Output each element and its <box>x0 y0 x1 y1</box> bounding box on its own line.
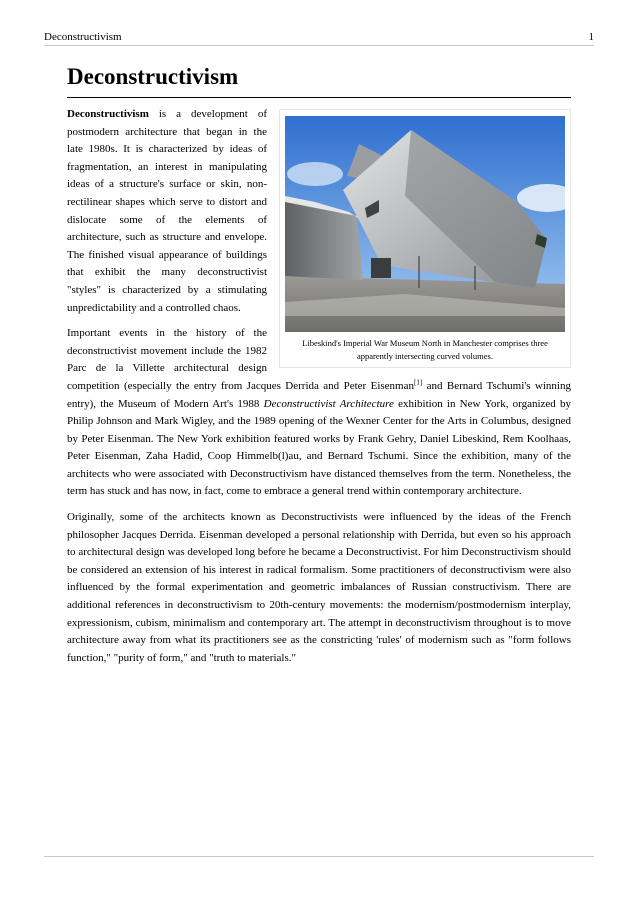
paragraph-intro-text: is a development of postmodern architecture that began in the late 1980s. It is characterized by ideas of fragmentation, an interest in manipulating ideas of a structure's surface or skin, non-rectilinear shapes which serve to distort and dislocate some of the elements of architecture, such as structure and envelope. The finished visual appearance of buildings that exhibit the many deconstructivist "styles" is characterized by a stimulating unpredictability and a controlled chaos. <box>67 108 267 314</box>
paragraph-history-text-c: exhibition in New York, organized by Philip Johnson and Mark Wigley, and the 1989 opening of the Wexner Center for the Arts in Columbus, designed by Peter Eisenman. The New York exhibition featured works by Frank Gehry, Daniel Libeskind, Rem Koolhaas, Peter Eisenman, Zaha Hadid, Coop Himmelb(l)au, and Bernard Tschumi. Since the exhibition, many of the architects who were associated with Deconstructivism have distanced themselves from the term. Nonetheless, the term has stuck and has now, in fact, come to embrace a general trend within contemporary architecture. <box>67 397 572 498</box>
photo-cloud <box>287 162 343 186</box>
figure-thumbnail[interactable] <box>279 109 571 368</box>
paragraph-influences: Originally, some of the architects known as Deconstructivists were influenced by the ideas of the French philosopher Jacques Derrida. Eisenman developed a personal relationship with Derrida, but even so his approach to architectural design was developed long before he became a Deconstructivist. For him Deconstructivism should be considered an extension of his interest in radical formalism. Some practitioners of deconstructivism were also influenced by the formal experimentation and geometric imbalances of Russian constructivism. There are additional references in deconstructivism to 20th-century movements: the modernism/postmodernism interplay, expressionism, cubism, minimalism and contemporary art. The attempt in deconstructivism throughout is to move architecture away from what its practitioners see as the constricting 'rules' of modernism such as "form follows function," "purity of form," and "truth to materials." <box>67 511 571 664</box>
photo-building-entrance <box>371 258 391 278</box>
running-header <box>44 30 594 46</box>
paragraph-history-text-b: and Bernard Tschumi's winning entry), the Museum of Modern Art's 1988 <box>67 379 571 410</box>
reference-link[interactable]: [1] <box>414 378 423 387</box>
term-bold: Deconstructivism <box>67 108 149 120</box>
running-title: Deconstructivism <box>44 31 122 43</box>
figure-caption: Libeskind's Imperial War Museum North in Manchester comprises three apparently intersecting curved volumes. <box>302 338 548 361</box>
article <box>67 62 571 675</box>
footer-rule <box>44 856 594 857</box>
article-body <box>67 106 571 667</box>
paragraph-history-text-a: Important events in the history of the deconstructivist movement include the 1982 Parc de la Villette architectural design competition (especially the entry from Jacques Derrida and Peter Eisenman <box>67 327 414 392</box>
museum-photo[interactable] <box>285 116 565 332</box>
exhibition-title: Deconstructivist Architecture <box>263 397 394 410</box>
article-title: Deconstructivism <box>67 62 571 98</box>
page-number: 1 <box>588 31 594 43</box>
